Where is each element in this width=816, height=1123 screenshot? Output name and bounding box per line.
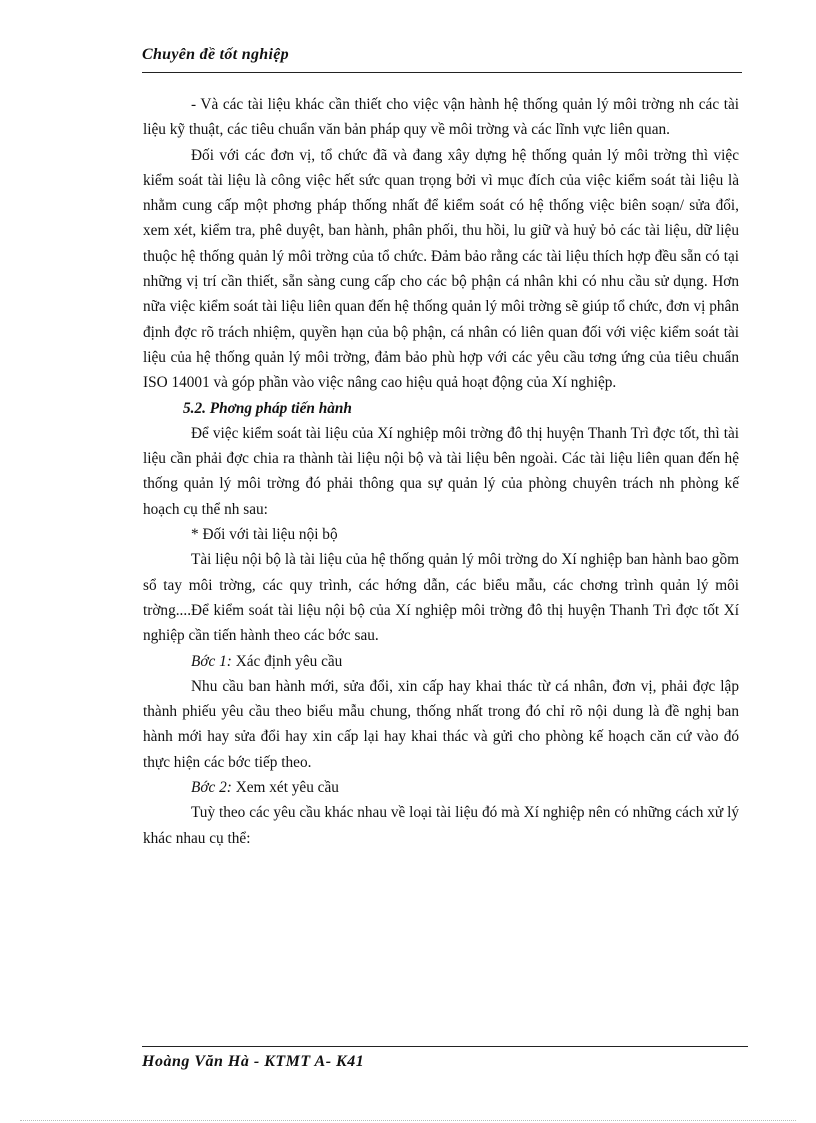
step-2-heading xyxy=(143,775,739,800)
header-divider xyxy=(142,72,742,73)
paragraph-document-control: Đối với các đơn vị, tổ chức đã và đang xây dựng hệ thống quản lý môi trờng thì việc kiểm soát tài liệu là công việc hết sức quan trọng bởi vì mục đích của việc kiểm soát tài liệu là nhằm cung cấp một phơng pháp thống nhất để kiểm soát có hệ thống việc biên soạn/ sửa đổi, xem xét, kiểm tra, phê duyệt, ban hành, phân phối, thu hồi, lu giữ và huỷ bỏ các tài liệu, dữ liệu thuộc hệ thống quản lý môi trờng của tổ chức. Đảm bảo rằng các tài liệu thích hợp đều sẵn có tại những vị trí cần thiết, sẵn sàng cung cấp cho các bộ phận cá nhân khi có nhu cầu sử dụng. Hơn nữa việc kiểm soát tài liệu liên quan đến hệ thống quản lý môi trờng sẽ giúp tổ chức, đơn vị phân định đợc rõ trách nhiệm, quyền hạn của bộ phận, cá nhân có liên quan đối với việc kiểm soát tài liệu của hệ thống quản lý môi trờng, đảm bảo phù hợp với các yêu cầu tơng ứng của tiêu chuẩn ISO 14001 và góp phần vào việc nâng cao hiệu quả hoạt động của Xí nghiệp. xyxy=(143,146,739,392)
step-1-heading xyxy=(143,649,739,674)
page-header-title: Chuyên đề tốt nghiệp xyxy=(142,46,289,63)
page-edge-dotted-line xyxy=(20,1120,796,1121)
paragraph-other-documents: - Và các tài liệu khác cần thiết cho việc vận hành hệ thống quản lý môi trờng nh các tài liệu kỹ thuật, các tiêu chuẩn văn bản pháp quy về môi trờng và các lĩnh vực liên quan. xyxy=(143,96,739,139)
document-body xyxy=(143,92,739,851)
subheading-internal-documents: * Đối với tài liệu nội bộ xyxy=(191,526,338,544)
step-1-label: Bớc 1: xyxy=(191,652,232,670)
step-1-title: Xác định yêu cầu xyxy=(235,652,343,670)
paragraph-method: Để việc kiểm soát tài liệu của Xí nghiệp môi trờng đô thị huyện Thanh Trì đợc tốt, thì tài liệu cần phải đợc chia ra thành tài liệu nội bộ và tài liệu bên ngoài. Các tài liệu liên quan đến hệ thống quản lý môi trờng đó phải thông qua sự quản lý của phòng chuyên trách nh phòng kế hoạch cụ thể nh sau: xyxy=(143,424,739,518)
step-2-text: Tuỳ theo các yêu cầu khác nhau về loại tài liệu đó mà Xí nghiệp nên có những cách xử lý khác nhau cụ thể: xyxy=(143,804,739,847)
footer-divider xyxy=(142,1046,748,1047)
step-1-text: Nhu cầu ban hành mới, sửa đổi, xin cấp hay khai thác từ cá nhân, đơn vị, phải đợc lập thành phiếu yêu cầu theo biểu mẫu chung, thống nhất trong đó chỉ rõ nội dung là đề nghị ban hành mới hay sửa đổi hay xin cấp lại hay khai thác và gửi cho phòng kế hoạch căn cứ vào đó thực hiện các bớc tiếp theo. xyxy=(143,677,739,771)
step-2-label: Bớc 2: xyxy=(191,779,232,797)
paragraph-internal-documents: Tài liệu nội bộ là tài liệu của hệ thống quản lý môi trờng do Xí nghiệp ban hành bao gồm sổ tay môi trờng, các quy trình, các hớng dẫn, các biểu mẫu, các chơng trình quản lý môi trờng....Để kiểm soát tài liệu nội bộ của Xí nghiệp môi trờng đô thị huyện Thanh Trì đợc tốt Xí nghiệp cần tiến hành theo các bớc sau. xyxy=(143,551,739,645)
step-2-title: Xem xét yêu cầu xyxy=(235,779,339,797)
page-footer-author: Hoàng Văn Hà - KTMT A- K41 xyxy=(142,1053,365,1070)
section-heading: 5.2. Phơng pháp tiến hành xyxy=(183,399,352,417)
